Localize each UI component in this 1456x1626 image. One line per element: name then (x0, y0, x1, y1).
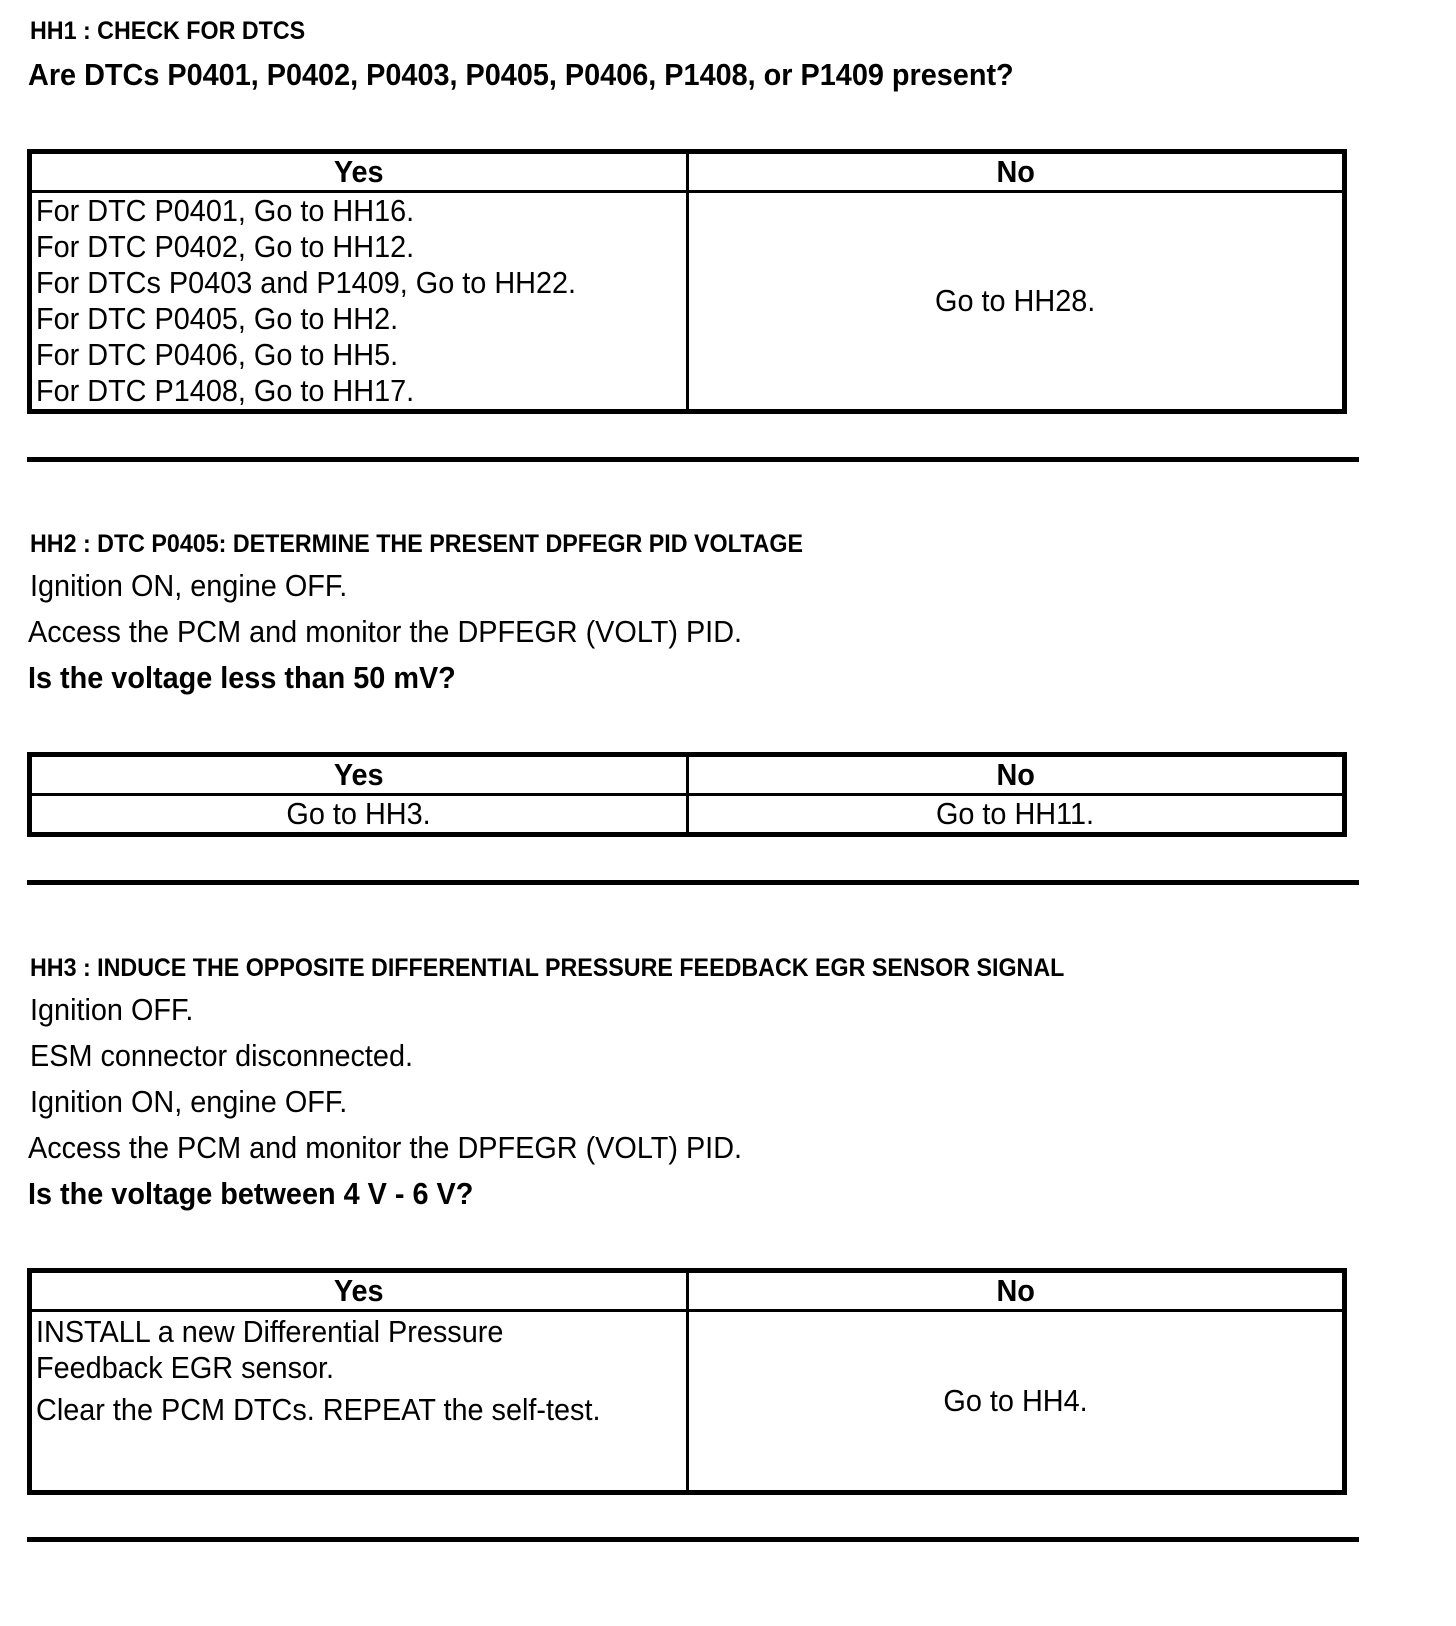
step-hh2-question: Is the voltage less than 50 mV? (28, 660, 456, 695)
yes-line: INSTALL a new Differential Pressure (36, 1314, 504, 1349)
yes-line: For DTC P0406, Go to HH5. (36, 337, 399, 372)
yes-header: Yes (30, 152, 688, 192)
no-header: No (688, 755, 1345, 795)
section-divider (27, 880, 1359, 885)
step-hh1-result-table (27, 149, 1347, 414)
step-hh2-title: HH2 : DTC P0405: DETERMINE THE PRESENT DPFEGR PID VOLTAGE (30, 530, 803, 558)
step-hh1-title: HH1 : CHECK FOR DTCS (30, 17, 306, 45)
no-header: No (688, 152, 1345, 192)
step-hh3-instruction: Access the PCM and monitor the DPFEGR (VOLT) PID. (28, 1130, 743, 1165)
yes-line: For DTC P0405, Go to HH2. (36, 301, 399, 336)
step-hh3-instruction: Ignition ON, engine OFF. (30, 1084, 348, 1119)
step-hh3-instruction: Ignition OFF. (30, 992, 194, 1027)
yes-header: Yes (30, 755, 688, 795)
yes-header: Yes (30, 1271, 688, 1311)
step-hh2-instruction: Access the PCM and monitor the DPFEGR (VOLT) PID. (28, 614, 743, 649)
yes-line: Feedback EGR sensor. (36, 1350, 335, 1385)
step-hh3-instruction: ESM connector disconnected. (30, 1038, 414, 1073)
no-cell: Go to HH28. (688, 192, 1345, 412)
no-header: No (688, 1271, 1345, 1311)
yes-cell (30, 1311, 688, 1493)
section-divider (27, 1537, 1359, 1542)
yes-cell: Go to HH3. (30, 795, 688, 835)
step-hh2-instruction: Ignition ON, engine OFF. (30, 568, 348, 603)
section-divider (27, 457, 1359, 462)
yes-line: Clear the PCM DTCs. REPEAT the self-test. (36, 1392, 601, 1427)
step-hh2-result-table (27, 752, 1347, 837)
yes-cell (30, 192, 688, 412)
step-hh3-result-table (27, 1268, 1347, 1495)
step-hh3-title: HH3 : INDUCE THE OPPOSITE DIFFERENTIAL PRESSURE FEEDBACK EGR SENSOR SIGNAL (30, 954, 1065, 982)
yes-line: For DTCs P0403 and P1409, Go to HH22. (36, 265, 577, 300)
no-cell: Go to HH4. (688, 1311, 1345, 1493)
step-hh1-question: Are DTCs P0401, P0402, P0403, P0405, P0406, P1408, or P1409 present? (28, 57, 1014, 92)
yes-line: For DTC P0401, Go to HH16. (36, 193, 415, 228)
no-cell: Go to HH11. (688, 795, 1345, 835)
yes-line: For DTC P1408, Go to HH17. (36, 373, 415, 408)
yes-line: For DTC P0402, Go to HH12. (36, 229, 415, 264)
step-hh3-question: Is the voltage between 4 V - 6 V? (28, 1176, 474, 1211)
